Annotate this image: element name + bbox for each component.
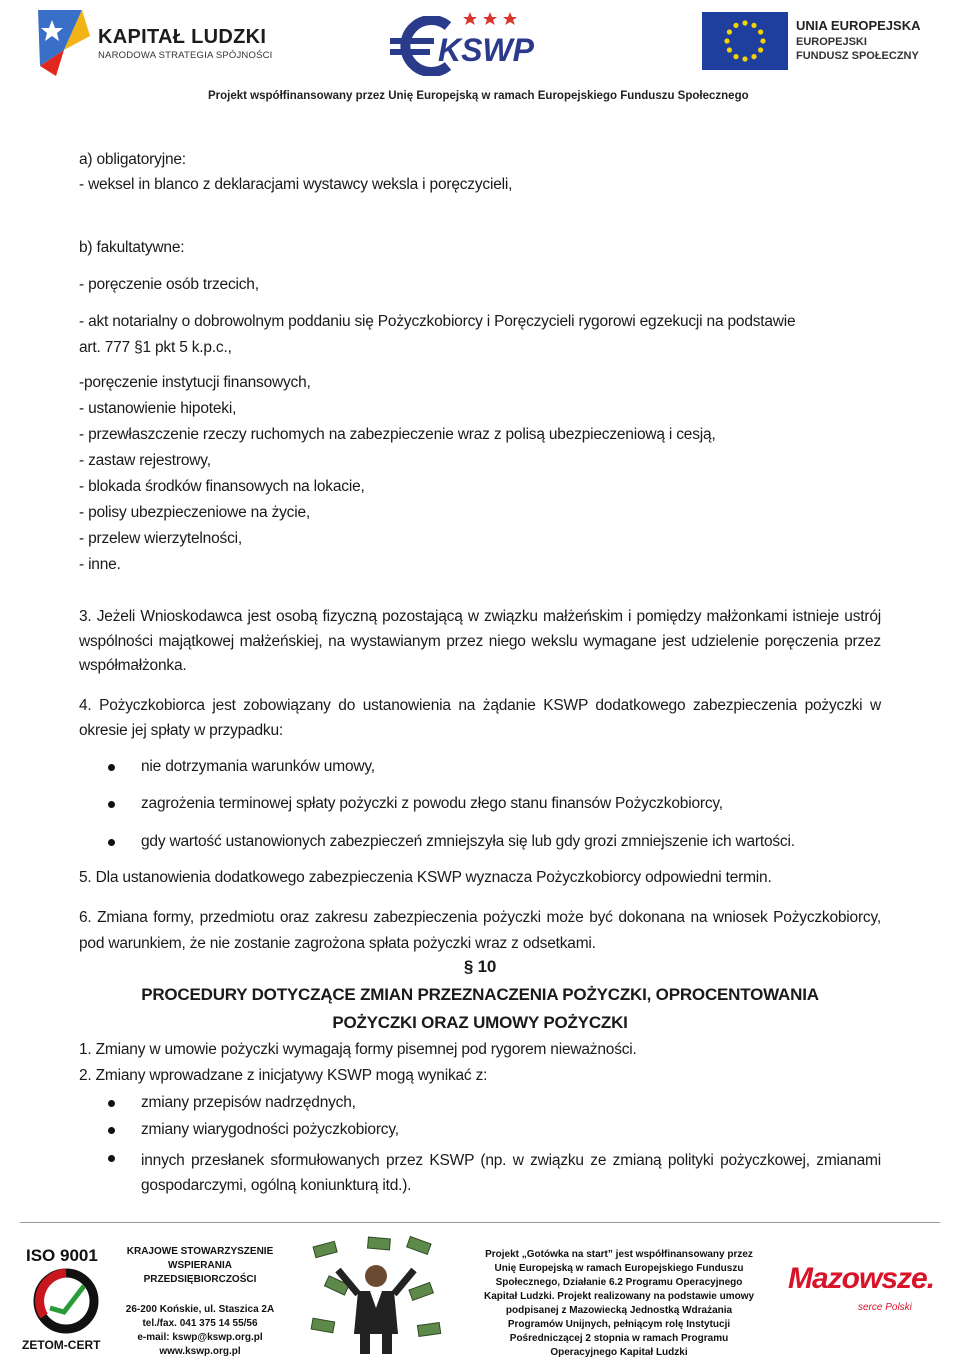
org-email: e-mail: kswp@kswp.org.pl [137, 1332, 263, 1343]
bullet-dot-icon [108, 764, 115, 771]
obligatory-heading: a) obligatoryjne: [79, 151, 186, 168]
eu-line1: UNIA EUROPEJSKA [796, 18, 921, 33]
bullet-dot-icon [108, 839, 115, 846]
project-line: Operacyjnego Kapitał Ludzki [550, 1347, 688, 1358]
eu-logo [702, 12, 932, 72]
project-line: Kapitał Ludzki. Projekt realizowany na podstawie umowy [483, 1291, 755, 1302]
section-item-2: 2. Zmiany wprowadzane z inicjatywy KSWP mogą wynikać z: [79, 1067, 488, 1084]
cofinance-line: Projekt współfinansowany przez Unię Europejską w ramach Europejskiego Funduszu Społecznego [208, 90, 749, 102]
project-line: podpisanej z Mazowiecką Jednostką Wdrażania [505, 1305, 733, 1316]
stars-icon [460, 10, 520, 28]
list-item: innych przesłanek sformułowanych przez KSWP (np. w związku ze zmianą polityki pożyczkowej, zmianami gospodarczymi, ogólną koniunkturą itd.). [141, 1152, 881, 1194]
paragraph-4: 4. Pożyczkobiorca jest zobowiązany do ustanowienia na żądanie KSWP dodatkowego zabezpieczenia pożyczki w okresie jej spłaty w przypadku: [79, 697, 881, 739]
list-item: - zastaw rejestrowy, [79, 452, 211, 469]
list-item: -poręczenie instytucji finansowych, [79, 374, 311, 391]
footer-divider [20, 1222, 940, 1223]
org-phone: tel./fax. 041 375 14 55/56 [142, 1318, 258, 1329]
eu-line2: EUROPEJSKI [796, 36, 867, 48]
kapital-ludzki-subtitle: NARODOWA STRATEGIA SPÓJNOŚCI [98, 50, 273, 61]
list-item: zagrożenia terminowej spłaty pożyczki z powodu złego stanu finansów Pożyczkobiorcy, [141, 795, 723, 812]
optional-item-2-line-2: art. 777 §1 pkt 5 k.p.c., [79, 339, 232, 356]
optional-heading: b) fakultatywne: [79, 239, 185, 256]
list-item: zmiany wiarygodności pożyczkobiorcy, [141, 1121, 399, 1138]
eu-flag-icon [702, 12, 788, 70]
list-item: zmiany przepisów nadrzędnych, [141, 1094, 356, 1111]
project-line: Pośredniczącej 2 stopnia w ramach Programu [509, 1333, 729, 1344]
org-info [120, 1245, 280, 1359]
section-title-line-2: POŻYCZKI ORAZ UMOWY POŻYCZKI [332, 1013, 628, 1032]
section-title-line-1: PROCEDURY DOTYCZĄCE ZMIAN PRZEZNACZENIA POŻYCZKI, OPROCENTOWANIA [141, 985, 819, 1004]
list-item: - inne. [79, 556, 121, 573]
kapital-ludzki-logo [30, 6, 280, 78]
project-line: Programów Unijnych, pełniącym rolę Instytucji [507, 1319, 731, 1330]
kapital-ludzki-emblem-icon [30, 6, 94, 78]
project-info [466, 1248, 772, 1360]
paragraph-5: 5. Dla ustanowienia dodatkowego zabezpieczenia KSWP wyznacza Pożyczkobiorcy odpowiedni termin. [79, 869, 772, 886]
mazowsze-tagline: serce Polski [858, 1302, 912, 1313]
eu-line3: FUNDUSZ SPOŁECZNY [796, 50, 919, 62]
paragraph-6: 6. Zmiana formy, przedmiotu oraz zakresu zabezpieczenia pożyczki może być dokonana na wniosek Pożyczkobiorcy, pod warunkiem, że nie zostanie zagrożona spłata pożyczki wraz z odsetkami. [79, 909, 881, 952]
bullet-dot-icon [108, 1127, 115, 1134]
obligatory-item: - weksel in blanco z deklaracjami wystawcy weksla i poręczycieli, [79, 176, 513, 193]
businessman-money-illustration [308, 1236, 444, 1356]
org-name-line-2: WSPIERANIA [168, 1260, 232, 1271]
section-number: § 10 [463, 957, 497, 976]
paragraph-3: 3. Jeżeli Wnioskodawca jest osobą fizyczną pozostającą w związku małżeńskim i pomiędzy małżonkami istnieje ustrój wspólności majątkowej małżeńskiej, na wystawianym przez niego wekslu wymagane jest udzielenie poręczenia przez współmałżonka. [79, 608, 881, 674]
list-item: nie dotrzymania warunków umowy, [141, 758, 375, 775]
optional-item-2-line-1: - akt notarialny o dobrowolnym poddaniu się Pożyczkobiorcy i Poręczycieli rygorowi egzekucji na podstawie [79, 313, 796, 330]
kapital-ludzki-title: KAPITAŁ LUDZKI [98, 26, 267, 48]
certificate-seal-icon [30, 1268, 102, 1334]
list-item: - przelew wierzytelności, [79, 530, 242, 547]
kswp-logo-text: KSWP [438, 32, 534, 68]
org-website: www.kswp.org.pl [159, 1346, 241, 1357]
iso-bottom: ZETOM-CERT [22, 1338, 101, 1352]
list-item: gdy wartość ustanowionych zabezpieczeń zmniejszyła się lub gdy grozi zmniejszenie ich wartości. [141, 833, 795, 850]
list-item: - blokada środków finansowych na lokacie, [79, 478, 365, 495]
bullet-dot-icon [108, 801, 115, 808]
project-line: Społecznego, Działanie 6.2 Programu Operacyjnego [495, 1277, 743, 1288]
project-line: Projekt „Gotówka na start” jest współfinansowany przez [485, 1249, 753, 1260]
iso-title: ISO 9001 [26, 1246, 98, 1265]
project-line: Unię Europejską w ramach Europejskiego Funduszu [494, 1263, 744, 1274]
mazowsze-title: Mazowsze. [788, 1262, 935, 1295]
list-item: - polisy ubezpieczeniowe na życie, [79, 504, 310, 521]
mazowsze-logo [788, 1262, 938, 1332]
bullet-dot-icon [108, 1155, 115, 1162]
org-address: 26-200 Końskie, ul. Staszica 2A [125, 1304, 275, 1315]
section-item-1: 1. Zmiany w umowie pożyczki wymagają formy pisemnej pod rygorem nieważności. [79, 1041, 637, 1058]
org-name-line-3: PRZEDSIĘBIORCZOŚCI [143, 1274, 257, 1285]
iso-logo [20, 1246, 112, 1356]
list-item: - ustanowienie hipoteki, [79, 400, 237, 417]
org-name-line-1: KRAJOWE STOWARZYSZENIE [126, 1246, 274, 1257]
optional-item-1: - poręczenie osób trzecich, [79, 276, 259, 293]
bullet-dot-icon [108, 1100, 115, 1107]
kswp-logo [390, 10, 540, 80]
list-item: - przewłaszczenie rzeczy ruchomych na zabezpieczenie wraz z polisą ubezpieczeniową i cesją, [79, 426, 716, 443]
